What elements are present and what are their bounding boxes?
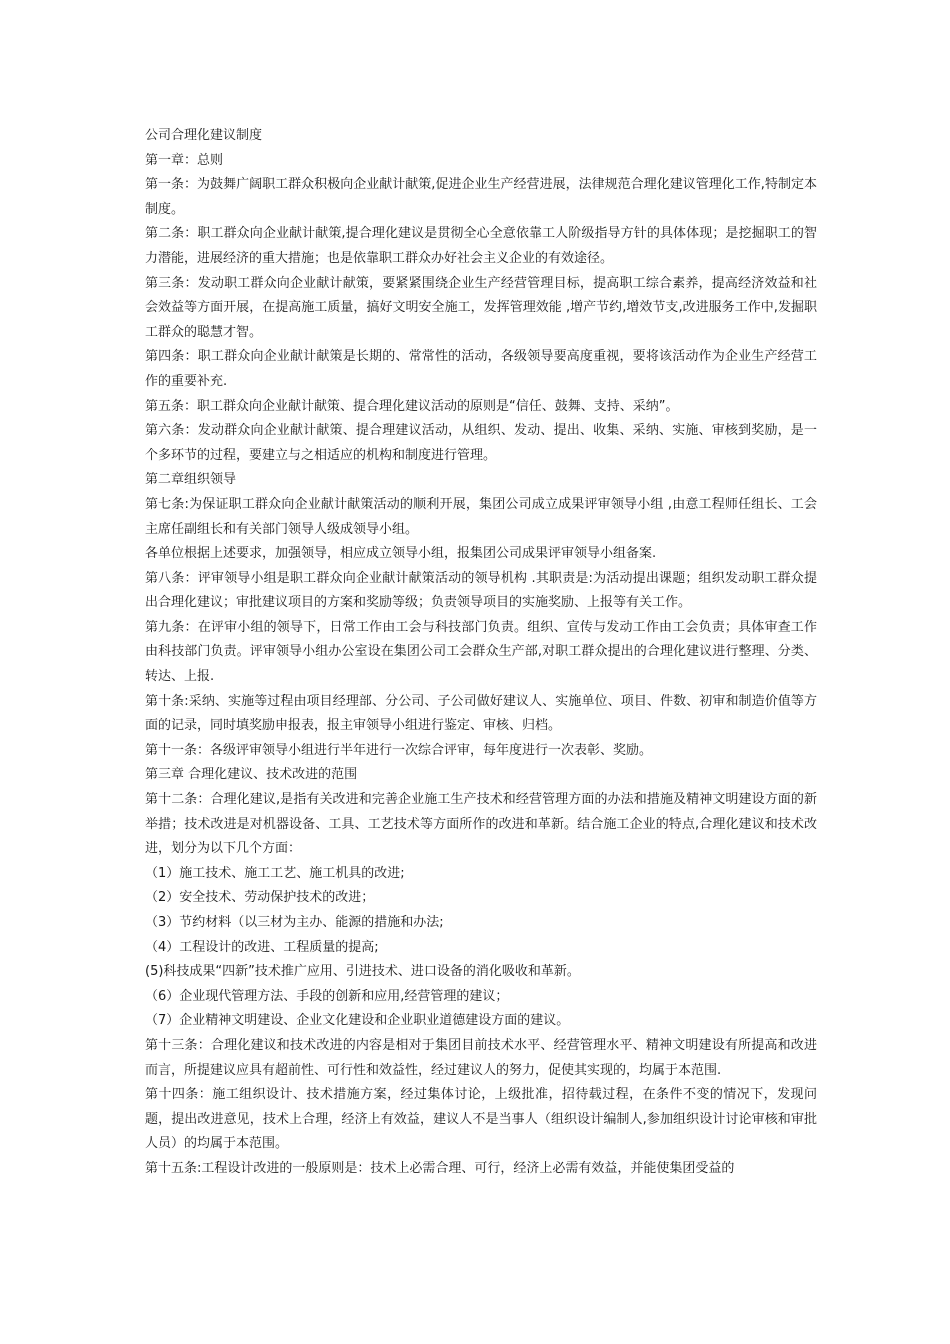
- document-body: [145, 124, 817, 1182]
- article-paragraph: 第三条：发动职工群众向企业献计献策，要紧紧围绕企业生产经营管理目标，提高职工综合素养，提高经济效益和社会效益等方面开展，在提高施工质量，搞好文明安全施工，发挥管理效能 ,增产节约,增效节支,改进服务工作中,发掘职工群众的聪慧才智。: [145, 275, 817, 340]
- article-paragraph: 第十四条：施工组织设计、技术措施方案，经过集体讨论，上级批准，招待载过程，在条件不变的情况下，发现问题，提出改进意见，技术上合理，经济上有效益，建议人不是当事人（组织设计编制人,参加组织设计讨论审核和审批人员）的均属于本范围。: [145, 1087, 817, 1152]
- chapter-heading: 第三章 合理化建议、技术改进的范围: [145, 767, 358, 783]
- article-paragraph: 第十三条：合理化建议和技术改进的内容是相对于集团目前技术水平、经营管理水平、精神文明建设有所提高和改进而言，所提建议应具有超前性、可行性和效益性，经过建议人的努力，促使其实现的，均属于本范围.: [145, 1037, 817, 1078]
- article-paragraph: 第九条：在评审小组的领导下，日常工作由工会与科技部门负责。组织、宣传与发动工作由工会负责；具体审查工作由科技部门负责。评审领导小组办公室设在集团公司工会群众生产部,对职工群众提出的合理化建议进行整理、分类、转达、上报.: [145, 619, 817, 685]
- article-paragraph: 第二条：职工群众向企业献计献策,提合理化建议是贯彻全心全意依靠工人阶级指导方针的具体体现；是挖掘职工的智力潜能，进展经济的重大措施；也是依靠职工群众办好社会主义企业的有效途径。: [145, 226, 817, 266]
- list-item: （7）企业精神文明建设、企业文化建设和企业职业道德建设方面的建议。: [145, 1013, 570, 1029]
- list-item: （3）节约材料（以三材为主办、能源的措施和办法;: [145, 915, 444, 930]
- article-paragraph: 第十条:采纳、实施等过程由项目经理部、分公司、子公司做好建议人、实施单位、项目、件数、初审和制造价值等方面的记录，同时填奖励申报表，报主审领导小组进行鉴定、审核、归档。: [145, 693, 817, 734]
- article-paragraph: 第八条：评审领导小组是职工群众向企业献计献策活动的领导机构 .其职责是:为活动提出课题；组织发动职工群众提出合理化建议；审批建议项目的方案和奖励等级；负责领导项目的实施奖励、上报等有关工作。: [145, 570, 817, 611]
- article-paragraph: 第四条：职工群众向企业献计献策是长期的、常常性的活动，各级领导要高度重视，要将该活动作为企业生产经营工作的重要补充.: [145, 349, 817, 389]
- article-paragraph: 第一条：为鼓舞广阔职工群众积极向企业献计献策,促进企业生产经营进展，法律规范合理化建议管理化工作,特制定本制度。: [145, 177, 817, 217]
- document-title: 公司合理化建议制度: [145, 128, 263, 143]
- article-paragraph: 第七条:为保证职工群众向企业献计献策活动的顺利开展，集团公司成立成果评审领导小组 ,由意工程师任组长、工会主席任副组长和有关部门领导人级成领导小组。: [145, 496, 817, 537]
- list-item: （1）施工技术、施工工艺、施工机具的改进;: [145, 865, 405, 881]
- article-paragraph: 第十一条：各级评审领导小组进行半年进行一次综合评审，每年度进行一次表彰、奖励。: [145, 742, 653, 758]
- article-paragraph: 第六条：发动群众向企业献计献策、提合理建议活动，从组织、发动、提出、收集、采纳、实施、审核到奖励，是一个多环节的过程，要建立与之相适应的机构和制度进行管理。: [145, 423, 817, 463]
- chapter-heading: 第一章：总则: [145, 152, 224, 168]
- article-paragraph: 各单位根据上述要求，加强领导，相应成立领导小组，报集团公司成果评审领导小组备案.: [145, 546, 657, 562]
- chapter-heading: 第二章组织领导: [145, 472, 237, 488]
- list-item: （6）企业现代管理方法、手段的创新和应用,经营管理的建议；: [145, 988, 509, 1004]
- article-paragraph: 第十五条:工程设计改进的一般原则是：技术上必需合理、可行，经济上必需有效益，并能使集团受益的: [145, 1160, 735, 1176]
- article-paragraph: 第十二条：合理化建议,是指有关改进和完善企业施工生产技术和经营管理方面的办法和措施及精神文明建设方面的新举措；技术改进是对机器设备、工具、工艺技术等方面所作的改进和革新。结合施工企业的特点,合理化建议和技术改进，划分为以下几个方面：: [145, 792, 817, 857]
- article-paragraph: 第五条：职工群众向企业献计献策、提合理化建议活动的原则是“信任、鼓舞、支持、采纳”。: [145, 398, 679, 414]
- list-item: （2）安全技术、劳动保护技术的改进；: [145, 890, 375, 906]
- list-item: （4）工程设计的改进、工程质量的提高;: [145, 939, 379, 955]
- list-item: (5)科技成果“四新”技术推广应用、引进技术、进口设备的消化吸收和革新。: [145, 964, 580, 980]
